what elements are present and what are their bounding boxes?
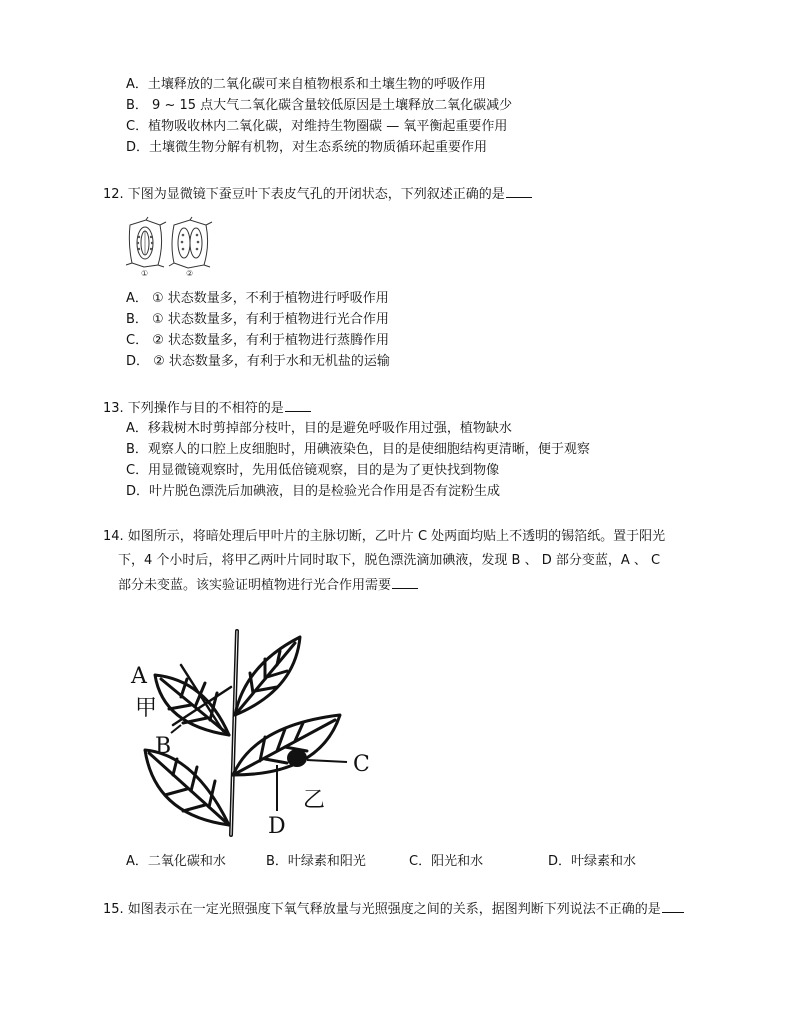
q12-option-a: A． ① 状态数量多，不利于植物进行呼吸作用 [126, 291, 389, 306]
answer-blank [662, 900, 684, 913]
label-a: A [131, 664, 147, 689]
q15-stem-text: 15. 如图表示在一定光照强度下氧气释放量与光照强度之间的关系，据图判断下列说法不正确的是 [103, 902, 661, 917]
answer-blank [506, 185, 532, 198]
q14-option-d: D．叶绿素和水 [548, 854, 637, 869]
stomata-figure [124, 215, 216, 277]
label-yi: 乙 [303, 788, 326, 813]
q13-stem-text: 13. 下列操作与目的不相符的是 [103, 401, 284, 416]
q12-stem [103, 185, 532, 204]
q13-option-a: A．移栽树木时剪掉部分枝叶，目的是避免呼吸作用过强，植物缺水 [126, 421, 512, 436]
plant-leaf-figure [125, 625, 385, 840]
q12-option-d: D． ② 状态数量多，有利于水和无机盐的运输 [126, 354, 390, 369]
q12-option-c: C． ② 状态数量多，有利于植物进行蒸腾作用 [126, 333, 389, 348]
q13-stem [103, 399, 311, 418]
q11-option-b: B． 9 ~ 15 点大气二氧化碳含量较低原因是土壤释放二氧化碳减少 [126, 98, 513, 113]
label-jia: 甲 [135, 696, 158, 721]
label-d: D [268, 814, 286, 839]
answer-blank [392, 576, 418, 589]
q14-stem-line2: 下，4 个小时后，将甲乙两叶片同时取下，脱色漂洗滴加碘液，发现 B 、 D 部分变蓝，A 、 C [118, 553, 661, 568]
q12-stem-text: 12. 下图为显微镜下蚕豆叶下表皮气孔的开闭状态，下列叙述正确的是 [103, 187, 505, 202]
label-c: C [353, 752, 370, 777]
q13-option-d: D．叶片脱色漂洗后加碘液，目的是检验光合作用是否有淀粉生成 [126, 484, 501, 499]
q13-option-b: B．观察人的口腔上皮细胞时，用碘液染色，目的是使细胞结构更清晰，便于观察 [126, 442, 590, 457]
label-b: B [155, 734, 172, 759]
q14-stem-text: 部分未变蓝。该实验证明植物进行光合作用需要 [118, 578, 392, 593]
q14-option-a: A．二氧化碳和水 [126, 854, 226, 869]
q14-option-c: C．阳光和水 [409, 854, 484, 869]
q14-option-b: B．叶绿素和阳光 [266, 854, 366, 869]
q13-option-c: C．用显微镜观察时，先用低倍镜观察，目的是为了更快找到物像 [126, 463, 500, 478]
fig-label-2: ② [186, 269, 194, 277]
q15-stem [103, 900, 684, 919]
q12-option-b: B． ① 状态数量多，有利于植物进行光合作用 [126, 312, 389, 327]
fig-label-1: ① [141, 269, 149, 277]
q14-stem-line1: 14. 如图所示，将暗处理后甲叶片的主脉切断，乙叶片 C 处两面均贴上不透明的锡箔纸。置于阳光 [103, 529, 666, 544]
q11-option-a: A．土壤释放的二氧化碳可来自植物根系和土壤生物的呼吸作用 [126, 77, 486, 92]
q14-stem-line3 [118, 576, 418, 595]
q11-option-d: D．土壤微生物分解有机物，对生态系统的物质循环起重要作用 [126, 140, 488, 155]
answer-blank [285, 399, 311, 412]
q11-option-c: C．植物吸收林内二氧化碳，对维持生物圈碳 — 氧平衡起重要作用 [126, 119, 508, 134]
